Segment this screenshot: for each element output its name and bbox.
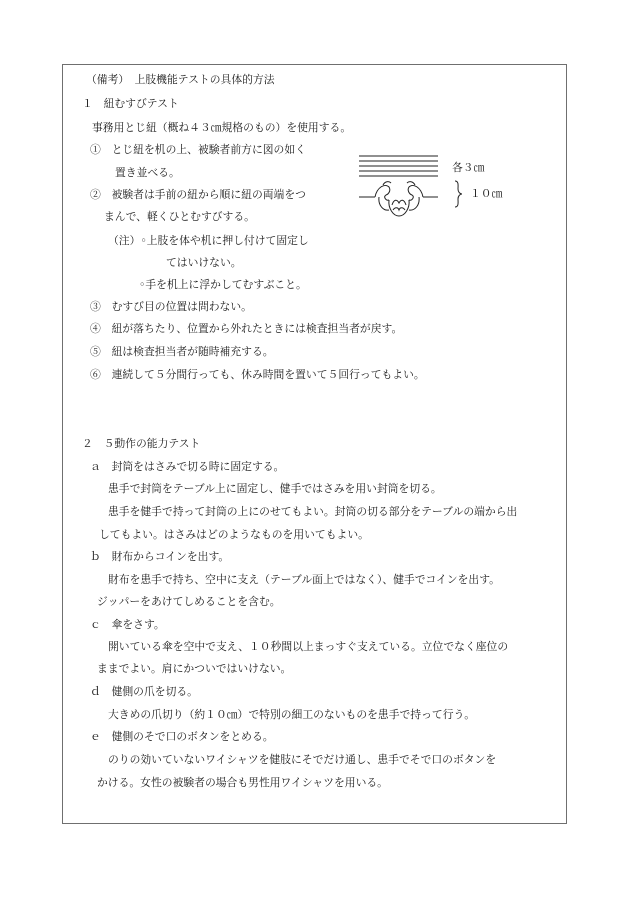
- section1-item4: ④ 紐が落ちたり、位置から外れたときには検査担当者が戻す。: [90, 322, 403, 335]
- section2-d-title: ｄ 健側の爪を切る。: [90, 685, 198, 698]
- section2-a-line3: してもよい。はさみはどのようなものを用いてもよい。: [99, 528, 369, 541]
- section2-a-line2: 患手を健手で持って封筒の上にのせてもよい。封筒の切る部分をテーブルの端から出: [108, 505, 518, 518]
- section2-c-line2: ままでよい。肩にかついではいけない。: [97, 662, 292, 675]
- remarks-heading: （備考） 上肢機能テストの具体的方法: [86, 73, 275, 86]
- string-arrangement-figure: [359, 153, 503, 225]
- section1-note-line1: （注）◦上肢を体や机に押し付けて固定し: [108, 234, 309, 247]
- section1-title: １ 紐むすびテスト: [82, 97, 179, 110]
- section1-item3: ③ むすび目の位置は問わない。: [90, 300, 252, 313]
- section2-c-title: ｃ 傘をさす。: [90, 618, 165, 631]
- section2-title: ２ ５動作の能力テスト: [82, 437, 201, 450]
- section2-e-title: ｅ 健側のそで口のボタンをとめる。: [90, 730, 274, 743]
- section1-item2-line1: ② 被験者は手前の紐から順に紐の両端をつ: [90, 188, 306, 201]
- section1-intro: 事務用とじ紐（概ね４３㎝規格のもの）を使用する。: [92, 121, 352, 134]
- section1-item5: ⑤ 紐は検査担当者が随時補充する。: [90, 345, 274, 358]
- figure-label-length: １０㎝: [470, 187, 503, 200]
- section2-b-line2: ジッパーをあけてしめることを含む。: [97, 595, 281, 608]
- section2-a-title: ａ 封筒をはさみで切る時に固定する。: [90, 460, 285, 473]
- section1-item1-line1: ① とじ紐を机の上、被験者前方に図の如く: [90, 143, 306, 156]
- section2-e-line2: かける。女性の被験者の場合も男性用ワイシャツを用いる。: [97, 776, 388, 789]
- figure-label-each: 各３㎝: [452, 161, 485, 174]
- section2-b-line1: 財布を患手で持ち、空中に支え（テーブル面上ではなく）、健手でコインを出す。: [108, 573, 500, 586]
- section1-item1-line2: 置き並べる。: [115, 166, 180, 179]
- section1-item2-line2: まんで、軽くひとむすびする。: [104, 210, 255, 223]
- section2-b-title: ｂ 財布からコインを出す。: [90, 550, 230, 563]
- section2-e-line1: のりの効いていないワイシャツを健肢にそでだけ通し、患手でそで口のボタンを: [108, 753, 497, 766]
- section2-c-line1: 開いている傘を空中で支え、１０秒間以上まっすぐ支えている。立位でなく座位の: [108, 640, 509, 653]
- section1-note-line3: ◦手を机上に浮かしてむすぶこと。: [139, 278, 307, 291]
- section2-a-line1: 患手で封筒をテーブル上に固定し、健手ではさみを用い封筒を切る。: [108, 482, 442, 495]
- section1-item6: ⑥ 連続して５分間行っても、休み時間を置いて５回行ってもよい。: [90, 368, 425, 381]
- section1-note-line2: てはいけない。: [166, 256, 242, 269]
- section2-d-line1: 大きめの爪切り（約１０㎝）で特別の細工のないものを患手で持って行う。: [108, 708, 476, 721]
